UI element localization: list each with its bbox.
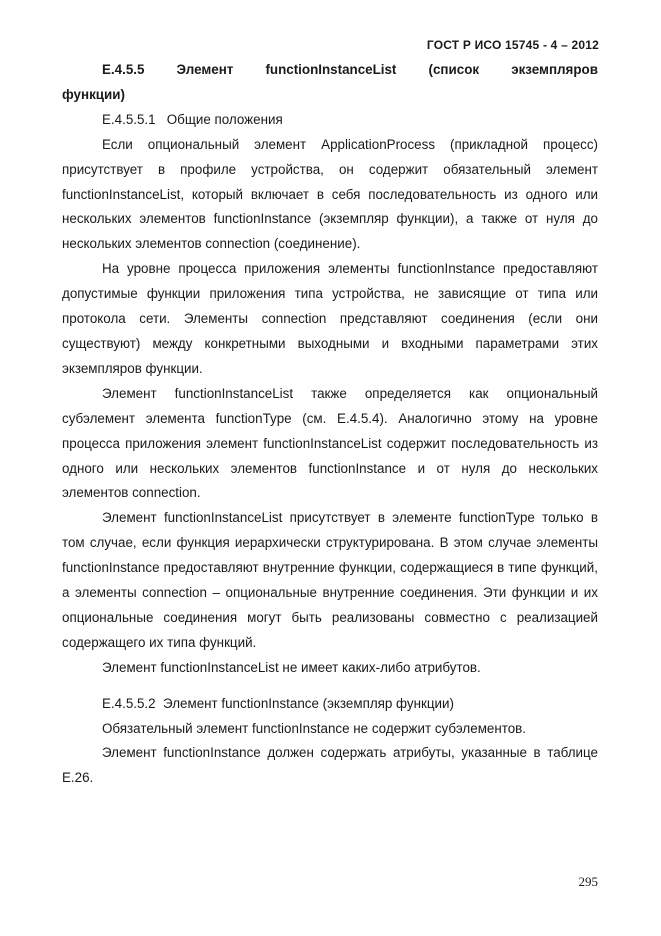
page-body (62, 58, 598, 791)
paragraph: Элемент functionInstanceList также определяется как опциональный субэлемент элемента functionType (см. E.4.5.4). Аналогично этому на уровне процесса приложения элемент functionInstanceList содержит последовательность из одного или нескольких элементов functionInstance и от нуля до нескольких элементов connection. (62, 385, 598, 501)
paragraph: Элемент functionInstanceList присутствует в элементе functionType только в том случае, если функция иерархически структурирована. В этом случае элементы functionInstance предоставляют внутренние функции, содержащиеся в типе функций, а элементы connection – опциональные внутренние соединения. Эти функции и их опциональные соединения могут быть реализованы совместно с реализацией содержащего их типа функций. (62, 510, 598, 650)
subsection-heading: E.4.5.5.1 Общие положения (102, 111, 283, 127)
spacer (62, 681, 598, 692)
paragraph: Если опциональный элемент ApplicationProcess (прикладной процесс) присутствует в профиле устройства, он содержит обязательный элемент functionInstanceList, который включает в себя последовательность из одного или нескольких элементов functionInstance (экземпляр функции), а также от нуля до нескольких элементов connection (соединение). (62, 136, 598, 252)
page-number: 295 (578, 874, 598, 889)
section-title-word: Элемент (176, 62, 234, 77)
paragraph: Обязательный элемент functionInstance не содержит субэлементов. (102, 720, 527, 736)
paragraph: На уровне процесса приложения элементы functionInstance предоставляют допустимые функции приложения типа устройства, не зависящие от типа или протокола сети. Элементы connection представляют соединения (если они существуют) между конкретными выходными и входными параметрами этих экземпляров функции. (62, 261, 598, 376)
subsection-heading: E.4.5.5.2 Элемент functionInstance (экземпляр функции) (102, 695, 454, 711)
section-title-word: (список (428, 62, 480, 77)
paragraph: Элемент functionInstanceList не имеет каких-либо атрибутов. (102, 659, 481, 675)
section-title-continuation: функции) (62, 86, 125, 102)
document-header: ГОСТ Р ИСО 15745 - 4 – 2012 (426, 38, 599, 52)
section-number: E.4.5.5 (102, 62, 145, 77)
section-title-word: экземпляров (511, 62, 598, 77)
section-heading (62, 58, 598, 108)
section-title-word: functionInstanceList (265, 62, 397, 77)
paragraph: Элемент functionInstance должен содержать атрибуты, указанные в таблице E.26. (62, 745, 598, 786)
